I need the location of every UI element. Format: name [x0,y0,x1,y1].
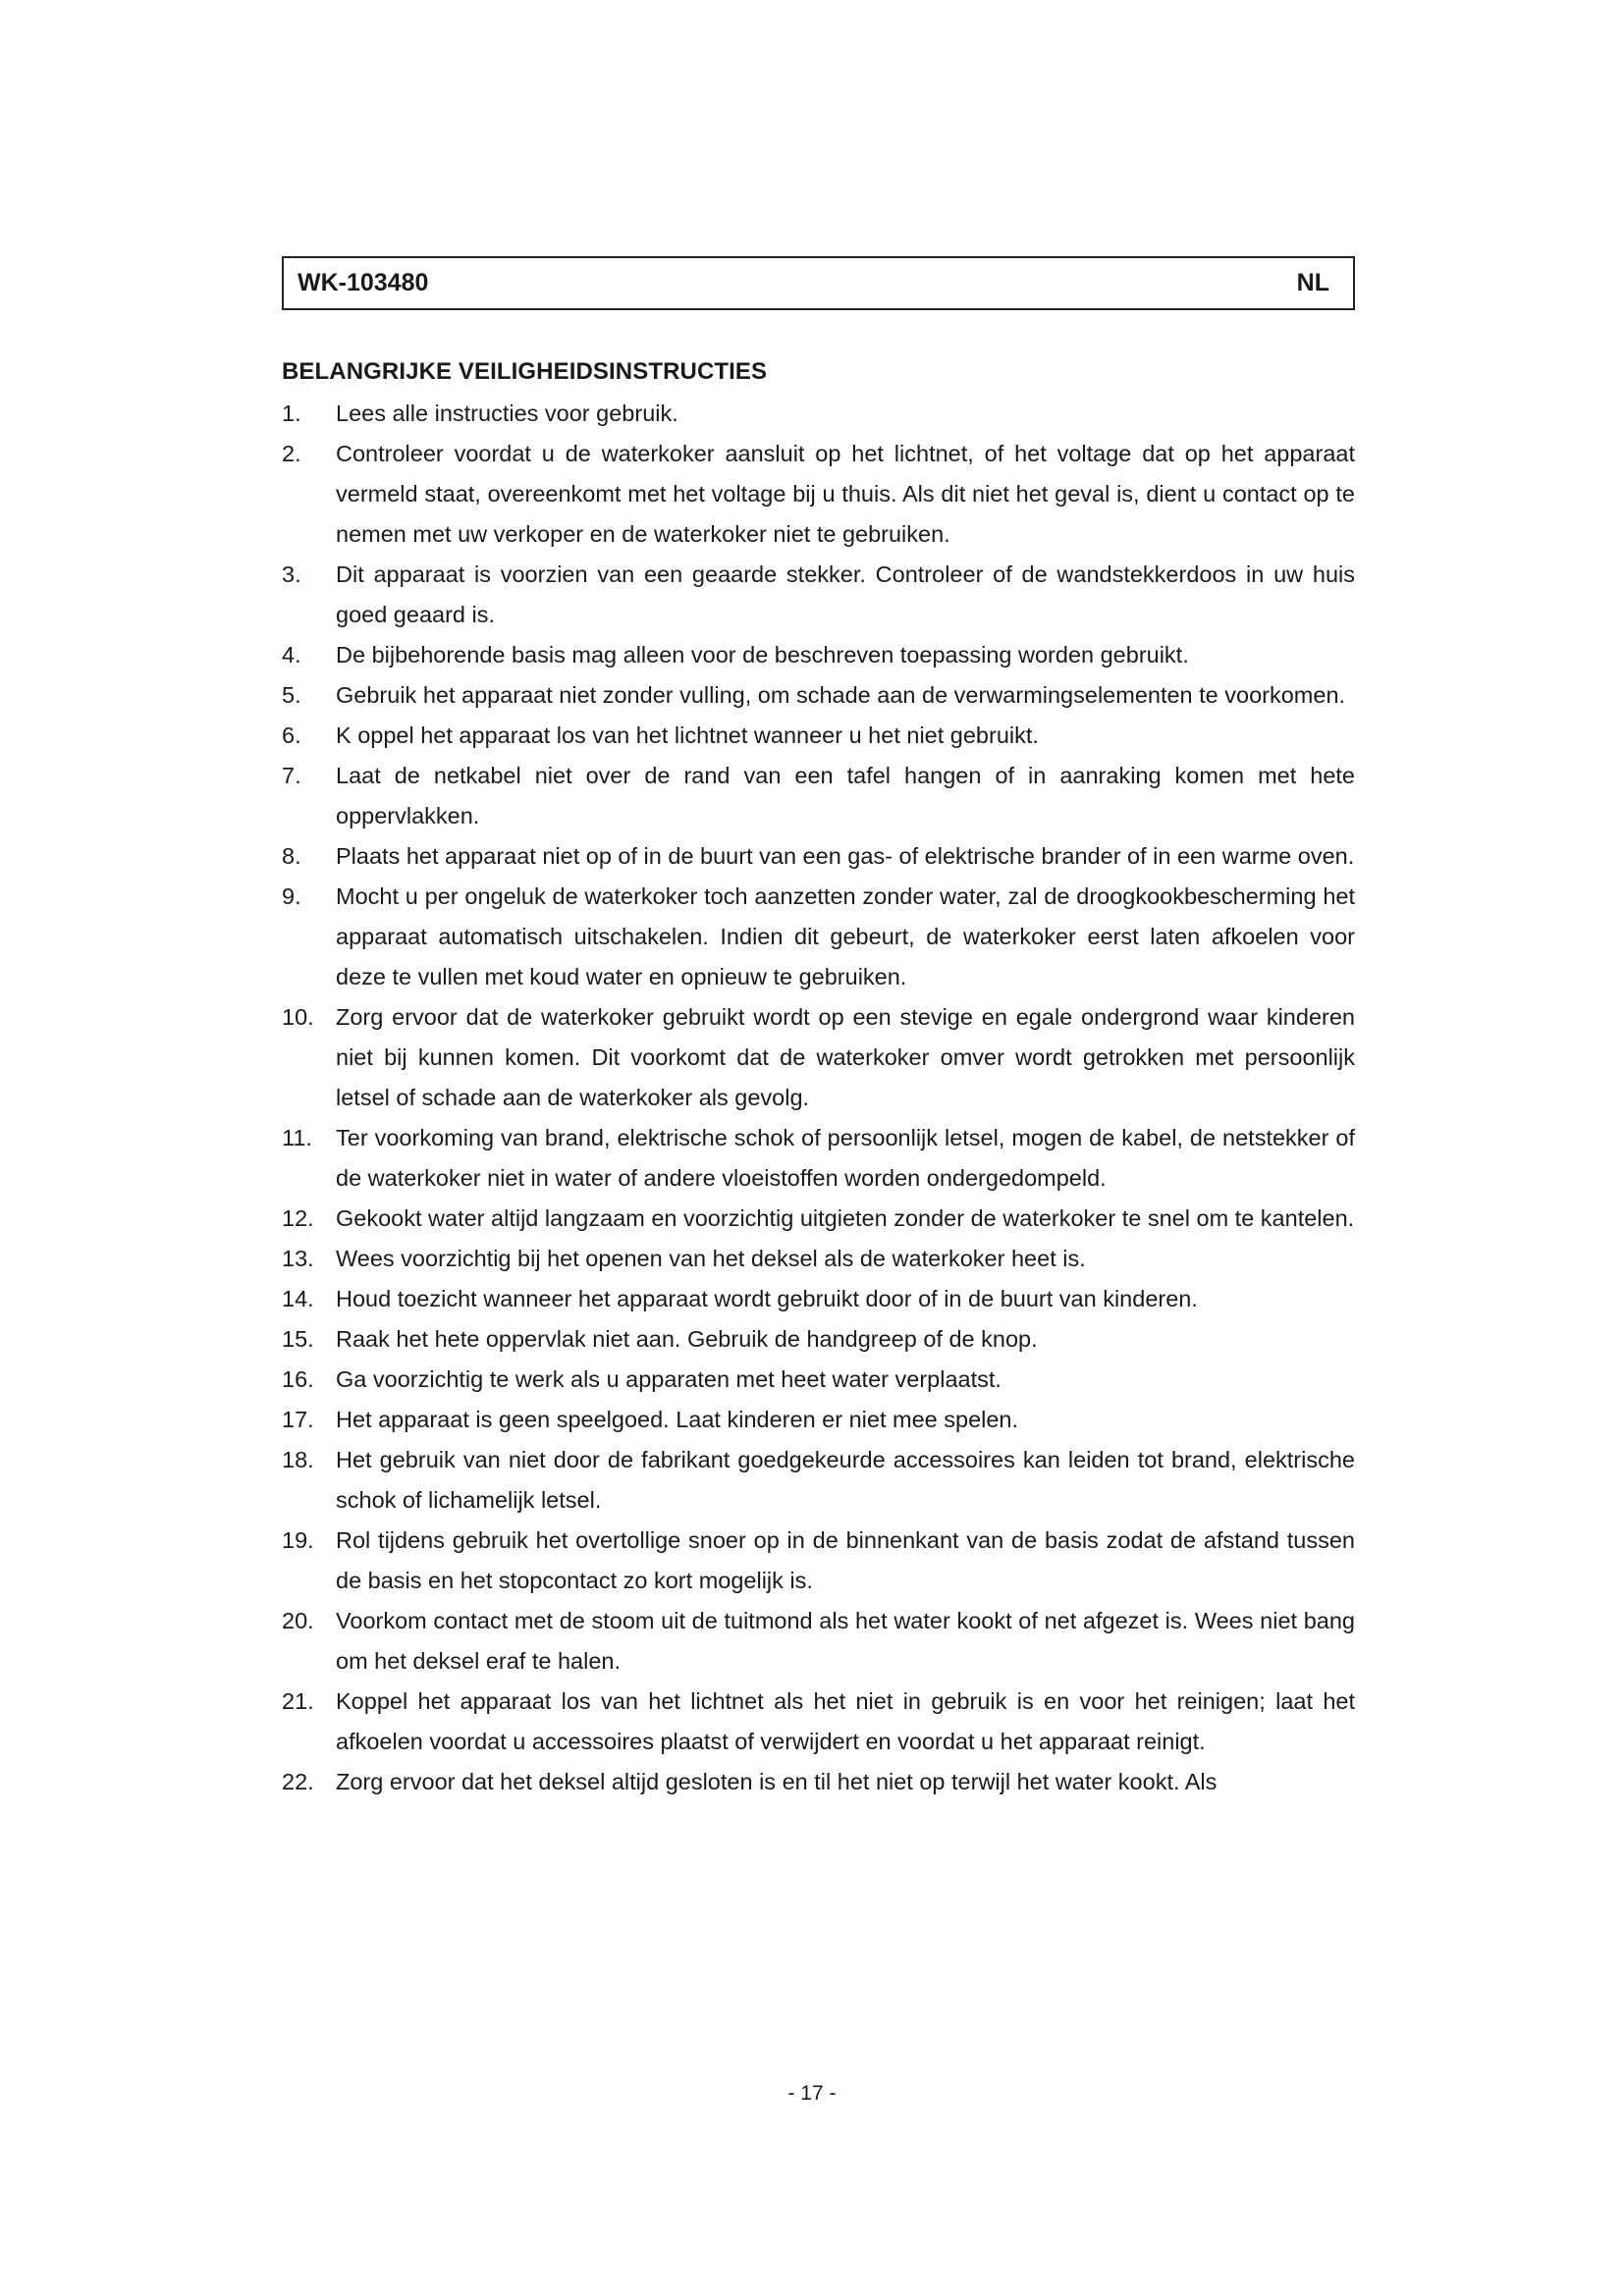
instruction-number: 8. [282,843,301,869]
instruction-text: K oppel het apparaat los van het lichtnet wanneer u het niet gebruikt. [336,722,1039,748]
instruction-item [282,1360,1355,1400]
page-header [282,256,1355,310]
instruction-number: 9. [282,883,301,909]
instruction-text: Zorg ervoor dat het deksel altijd gesloten is en til het niet op terwijl het water kookt. Als [336,1769,1218,1794]
instruction-number: 6. [282,722,301,748]
page-number: - 17 - [787,2082,837,2105]
instruction-number: 10. [282,1004,314,1030]
instruction-number: 12. [282,1205,314,1231]
instruction-number: 14. [282,1286,314,1311]
instruction-text: Gekookt water altijd langzaam en voorzichtig uitgieten zonder de waterkoker te snel om te kantelen. [336,1205,1355,1231]
instruction-text: Wees voorzichtig bij het openen van het deksel als de waterkoker heet is. [336,1246,1086,1271]
instruction-number: 7. [282,763,301,788]
section-title: BELANGRIJKE VEILIGHEIDSINSTRUCTIES [282,358,768,385]
instruction-text: Raak het hete oppervlak niet aan. Gebruik de handgreep of de knop. [336,1326,1038,1352]
instruction-item [282,1762,1355,1802]
instruction-item [282,555,1355,635]
instruction-text: Dit apparaat is voorzien van een geaarde stekker. Controleer of de wandstekkerdoos in uw huis goed geaard is. [336,561,1355,627]
instruction-number: 18. [282,1447,314,1472]
instruction-item [282,1682,1355,1762]
instruction-text: Lees alle instructies voor gebruik. [336,400,678,426]
instruction-item [282,1319,1355,1360]
instruction-text: Koppel het apparaat los van het lichtnet als het niet in gebruik is en voor het reinigen; laat het afkoelen voordat u accessoires plaatst of verwijdert en voordat u het apparaat reinigt. [336,1688,1355,1754]
instruction-number: 13. [282,1246,314,1271]
instruction-number: 16. [282,1366,314,1392]
instruction-item [282,1440,1355,1521]
instruction-text: Controleer voordat u de waterkoker aansluit op het lichtnet, of het voltage dat op het apparaat vermeld staat, overeenkomt met het voltage bij u thuis. Als dit niet het geval is, dient u contact op te nemen met uw verkoper en de waterkoker niet te gebruiken. [336,441,1355,547]
instruction-number: 22. [282,1769,314,1794]
instruction-number: 20. [282,1608,314,1633]
instruction-text: Voorkom contact met de stoom uit de tuitmond als het water kookt of net afgezet is. Wees niet bang om het deksel eraf te halen. [336,1608,1355,1674]
instruction-item [282,635,1355,675]
instruction-text: Laat de netkabel niet over de rand van een tafel hangen of in aanraking komen met hete oppervlakken. [336,763,1355,828]
instruction-item [282,1239,1355,1279]
instruction-item [282,1521,1355,1601]
instruction-number: 15. [282,1326,314,1352]
instruction-list [282,394,1355,1802]
instruction-item [282,877,1355,997]
instruction-item [282,716,1355,756]
instruction-text: De bijbehorende basis mag alleen voor de beschreven toepassing worden gebruikt. [336,642,1189,667]
instruction-item [282,434,1355,555]
instruction-text: Het gebruik van niet door de fabrikant goedgekeurde accessoires kan leiden tot brand, elektrische schok of lichamelijk letsel. [336,1447,1355,1513]
instruction-number: 4. [282,642,301,667]
model-number: WK-103480 [298,269,429,296]
instruction-text: Ga voorzichtig te werk als u apparaten met heet water verplaatst. [336,1366,1001,1392]
instruction-item [282,836,1355,877]
instruction-number: 17. [282,1407,314,1432]
instruction-text: Mocht u per ongeluk de waterkoker toch aanzetten zonder water, zal de droogkookbescherming het apparaat automatisch uitschakelen. Indien dit gebeurt, de waterkoker eerst laten afkoelen voor deze te vullen met koud water en opnieuw te gebruiken. [336,883,1355,989]
instruction-text: Ter voorkoming van brand, elektrische schok of persoonlijk letsel, mogen de kabel, de netstekker of de waterkoker niet in water of andere vloeistoffen worden ondergedompeld. [336,1125,1355,1191]
instruction-text: Rol tijdens gebruik het overtollige snoer op in de binnenkant van de basis zodat de afstand tussen de basis en het stopcontact zo kort mogelijk is. [336,1527,1355,1593]
instruction-item [282,756,1355,836]
instruction-text: Het apparaat is geen speelgoed. Laat kinderen er niet mee spelen. [336,1407,1019,1432]
instruction-number: 11. [282,1125,312,1150]
instruction-item [282,675,1355,716]
instruction-item [282,394,1355,434]
instruction-text: Houd toezicht wanneer het apparaat wordt gebruikt door of in de buurt van kinderen. [336,1286,1198,1311]
instruction-number: 19. [282,1527,314,1553]
instruction-text: Gebruik het apparaat niet zonder vulling, om schade aan de verwarmingselementen te voorkomen. [336,682,1346,708]
instruction-number: 3. [282,561,301,587]
instruction-item [282,1199,1355,1239]
instruction-item [282,1279,1355,1319]
instruction-number: 2. [282,441,301,466]
instruction-number: 1. [282,400,301,426]
instruction-number: 21. [282,1688,314,1714]
instruction-item [282,997,1355,1118]
instruction-item [282,1118,1355,1199]
instruction-number: 5. [282,682,301,708]
language-code: NL [1296,269,1329,296]
instruction-item [282,1400,1355,1440]
instruction-text: Zorg ervoor dat de waterkoker gebruikt wordt op een stevige en egale ondergrond waar kinderen niet bij kunnen komen. Dit voorkomt dat de waterkoker omver wordt getrokken met persoonlijk letsel of schade aan de waterkoker als gevolg. [336,1004,1355,1110]
instruction-item [282,1601,1355,1682]
instruction-text: Plaats het apparaat niet op of in de buurt van een gas- of elektrische brander of in een warme oven. [336,843,1355,869]
